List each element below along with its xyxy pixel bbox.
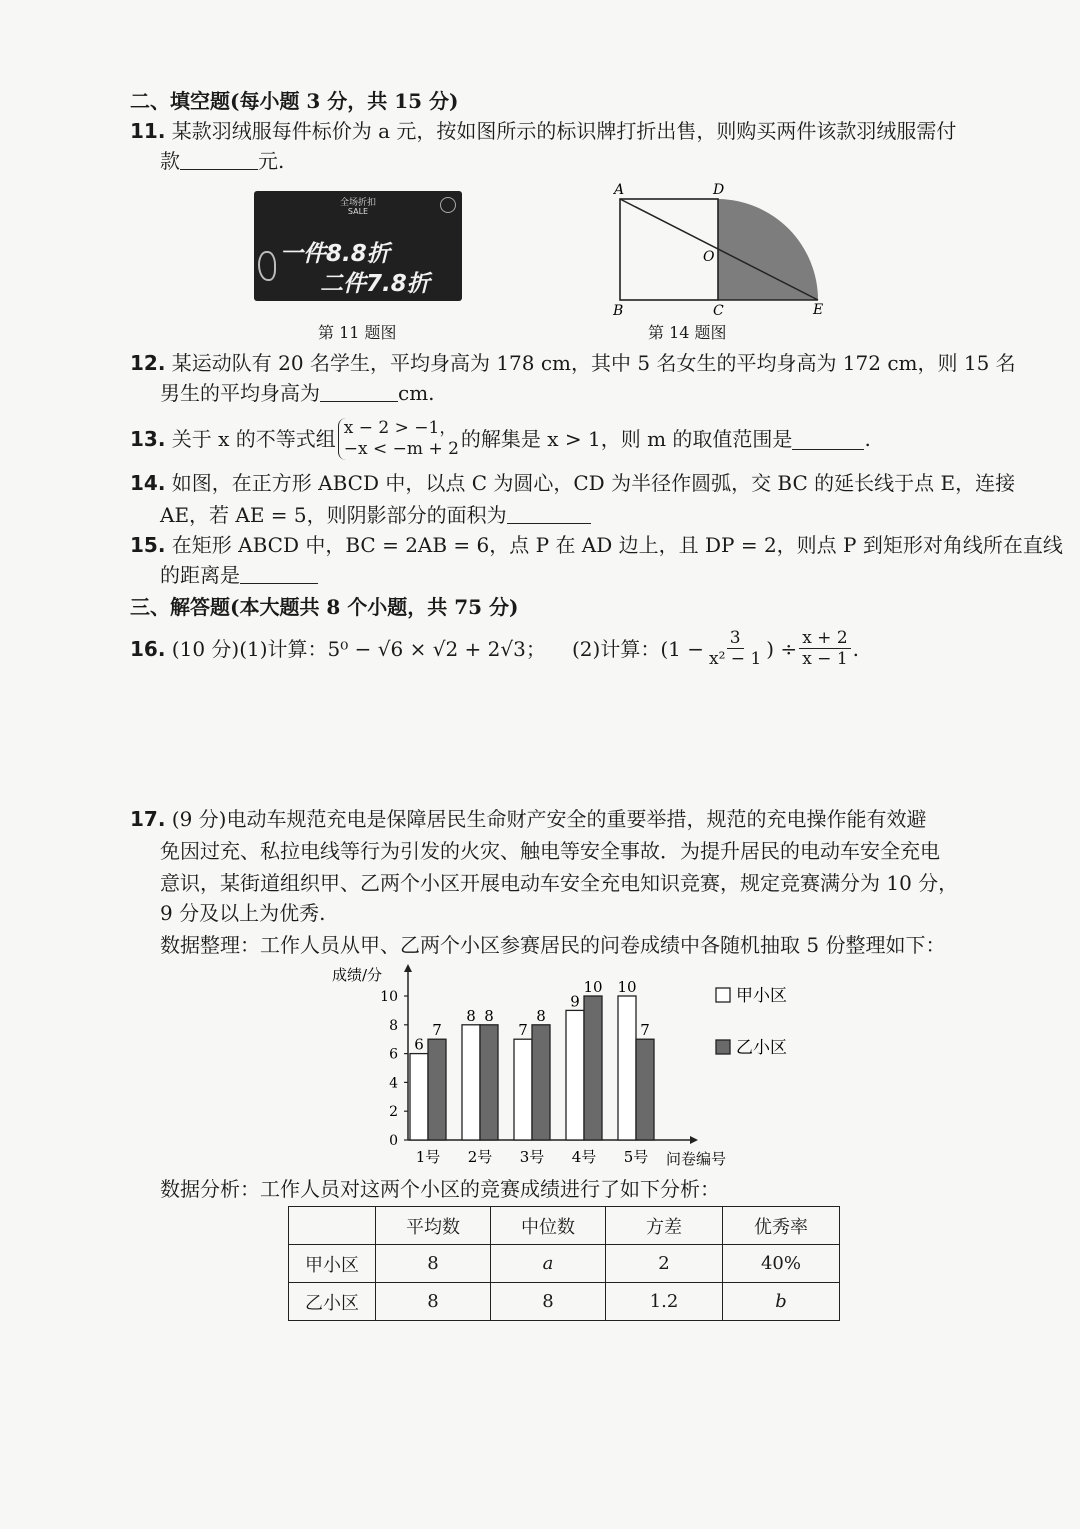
bar-yi [532, 1025, 550, 1140]
question-15-text: 在矩形 ABCD 中，BC = 2AB = 6，点 P 在 AD 边上，且 DP = 2，则点 P 到矩形对角线所在直线 [171, 533, 1063, 557]
question-16-text-1: (10 分)(1)计算：5⁰ − √6 × √2 + 2√3； [171, 637, 546, 661]
question-12-number: 12. [130, 351, 166, 375]
question-17-line4: 9 分及以上为优秀. [160, 901, 326, 925]
shaded-region [718, 199, 818, 300]
x-tick-label: 1号 [415, 1148, 441, 1166]
question-16-part2 [572, 628, 859, 669]
y-tick-label: 8 [389, 1017, 398, 1034]
sign-top-text: 全场折扣 [339, 198, 376, 208]
table-cell: a [491, 1245, 606, 1283]
bar-value-label: 9 [570, 992, 580, 1011]
label-B: B [613, 303, 624, 319]
sale-sign-image [254, 191, 462, 301]
bar-jia [514, 1039, 532, 1140]
figure-14-diagram [605, 180, 845, 320]
bar-yi [636, 1039, 654, 1140]
fraction-2-numerator: x + 2 [799, 628, 850, 649]
table-cell: 8 [491, 1283, 606, 1321]
question-13-number: 13. [130, 427, 166, 451]
table-cell: 8 [376, 1283, 491, 1321]
bar-jia [462, 1025, 480, 1140]
sign-line2: 二件7.8折 [320, 271, 430, 297]
question-17-number: 17. [130, 807, 166, 831]
question-12-text: 某运动队有 20 名学生，平均身高为 178 cm，其中 5 名女生的平均身高为 172 cm，则 15 名 [171, 351, 1016, 375]
fraction-2-denominator: x − 1 [802, 649, 848, 669]
y-tick-label: 0 [389, 1133, 398, 1149]
table-cell: 2 [606, 1245, 723, 1283]
answer-blank-12[interactable] [320, 381, 398, 402]
answer-blank-14[interactable] [507, 503, 591, 524]
table-cell: 40% [723, 1245, 840, 1283]
question-16-part1 [130, 634, 546, 664]
x-axis-arrow [690, 1136, 698, 1144]
question-16-text-2-mid: ) ÷ [766, 636, 798, 661]
question-14-text: 如图，在正方形 ABCD 中，以点 C 为圆心，CD 为半径作圆弧，交 BC 的延长线于点 E，连接 [171, 471, 1016, 495]
bar-yi [480, 1025, 498, 1140]
bar-value-label: 8 [484, 1006, 494, 1025]
inequality-2: −x < −m + 2 [343, 439, 459, 459]
table-header-cell: 平均数 [376, 1207, 491, 1245]
x-tick-label: 2号 [467, 1148, 493, 1166]
question-16-number: 16. [130, 637, 166, 661]
stats-table [288, 1206, 840, 1321]
figure-14-caption: 第 14 题图 [648, 323, 727, 342]
sign-line1: 一件8.8折 [280, 241, 390, 267]
bar-value-label: 7 [518, 1021, 528, 1040]
bar-value-label: 8 [536, 1006, 546, 1025]
sign-decoration-icon [258, 251, 276, 281]
question-11-text-post: 元. [258, 149, 285, 173]
question-14-number: 14. [130, 471, 166, 495]
label-D: D [713, 182, 725, 198]
table-header-cell: 中位数 [491, 1207, 606, 1245]
bar-jia [618, 996, 636, 1140]
question-14-text-pre: AE，若 AE = 5，则阴影部分的面积为 [160, 503, 507, 527]
bar-yi [584, 996, 602, 1140]
legend-label: 甲小区 [736, 986, 787, 1006]
bar-yi [428, 1039, 446, 1140]
table-cell: b [723, 1283, 840, 1321]
question-13-text-pre: 关于 x 的不等式组 [171, 427, 336, 451]
sign-sale-text: SALE [347, 207, 369, 216]
question-17-line3: 意识，某街道组织甲、乙两个小区开展电动车安全充电知识竞赛，规定竞赛满分为 10 分， [160, 871, 959, 895]
fraction-1 [706, 628, 764, 669]
table-header-cell: 优秀率 [723, 1207, 840, 1245]
answer-blank-13[interactable] [792, 429, 864, 450]
question-12-text-pre: 男生的平均身高为 [160, 381, 320, 405]
inequality-1: x − 2 > −1， [343, 418, 457, 438]
label-O: O [703, 249, 715, 265]
question-13-line [130, 418, 871, 460]
question-12-text-post: cm. [398, 381, 435, 405]
legend-label: 乙小区 [736, 1038, 787, 1058]
question-11-text-pre: 款 [160, 149, 180, 173]
label-A: A [614, 182, 625, 198]
score-bar-chart [320, 960, 820, 1170]
answer-blank-15[interactable] [240, 563, 318, 584]
section3-heading: 三、解答题(本大题共 8 个小题，共 75 分) [130, 595, 519, 619]
table-row [289, 1245, 840, 1283]
question-13-text-end: . [864, 427, 871, 451]
x-tick-label: 3号 [519, 1148, 545, 1166]
question-16-text-2-pre: (2)计算：(1 − [572, 636, 704, 661]
question-17-text-1: (9 分)电动车规范充电是保障居民生命财产安全的重要举措，规范的充电操作能有效避 [171, 807, 927, 831]
question-16-text-2-end: . [852, 636, 860, 661]
question-14-line1 [130, 468, 1015, 498]
data-organization-text: 数据整理：工作人员从甲、乙两个小区参赛居民的问卷成绩中各随机抽取 5 份整理如下： [160, 933, 946, 957]
y-axis-arrow [404, 964, 412, 972]
question-13-text-post: 的解集是 x > 1，则 m 的取值范围是 [460, 427, 793, 451]
table-row [289, 1283, 840, 1321]
question-11-line1 [130, 116, 956, 146]
bar-value-label: 7 [640, 1021, 650, 1040]
bar-jia [566, 1010, 584, 1140]
question-11-text: 某款羽绒服每件标价为 a 元，按如图所示的标识牌打折出售，则购买两件该款羽绒服需付 [171, 119, 957, 143]
table-header-cell [289, 1207, 376, 1245]
question-12-line1 [130, 348, 1016, 378]
legend-swatch [716, 988, 730, 1002]
bar-value-label: 7 [432, 1021, 442, 1040]
y-axis-label: 成绩/分 [332, 966, 383, 984]
x-axis-label: 问卷编号 [666, 1150, 727, 1168]
x-tick-label: 5号 [623, 1148, 649, 1166]
question-15-line2 [160, 560, 318, 590]
sign-badge-icon [440, 197, 456, 213]
figure-11-caption: 第 11 题图 [318, 323, 397, 342]
y-tick-label: 10 [380, 989, 398, 1005]
y-tick-label: 4 [389, 1075, 398, 1092]
fraction-2 [799, 628, 850, 669]
question-11-number: 11. [130, 119, 166, 143]
bar-value-label: 8 [466, 1006, 476, 1025]
question-15-line1 [130, 530, 1063, 560]
question-15-text-pre: 的距离是 [160, 563, 240, 587]
question-11-line2 [160, 146, 284, 176]
y-tick-label: 2 [389, 1104, 398, 1121]
label-C: C [713, 303, 724, 319]
question-17-line1 [130, 804, 926, 834]
legend-swatch [716, 1040, 730, 1054]
table-header-row [289, 1207, 840, 1245]
bar-value-label: 10 [583, 978, 603, 996]
fraction-1-numerator: 3 [727, 628, 744, 649]
table-header-cell: 方差 [606, 1207, 723, 1245]
answer-blank-11[interactable] [180, 149, 258, 170]
question-14-line2 [160, 500, 591, 530]
data-analysis-text: 数据分析：工作人员对这两个小区的竞赛成绩进行了如下分析： [160, 1177, 720, 1201]
x-tick-label: 4号 [571, 1148, 597, 1166]
table-cell: 1.2 [606, 1283, 723, 1321]
inequality-system [338, 418, 459, 460]
bar-value-label: 6 [414, 1035, 424, 1054]
section2-heading: 二、填空题(每小题 3 分，共 15 分) [130, 89, 459, 113]
table-cell: 甲小区 [289, 1245, 376, 1283]
y-tick-label: 6 [389, 1046, 398, 1063]
question-17-line2: 免因过充、私拉电线等行为引发的火灾、触电等安全事故．为提升居民的电动车安全充电 [160, 839, 940, 863]
table-cell: 乙小区 [289, 1283, 376, 1321]
table-cell: 8 [376, 1245, 491, 1283]
label-E: E [813, 302, 824, 318]
bar-value-label: 10 [617, 978, 637, 996]
question-12-line2 [160, 378, 435, 408]
question-15-number: 15. [130, 533, 166, 557]
bar-jia [410, 1054, 428, 1140]
fraction-1-denominator: x² − 1 [708, 649, 762, 669]
